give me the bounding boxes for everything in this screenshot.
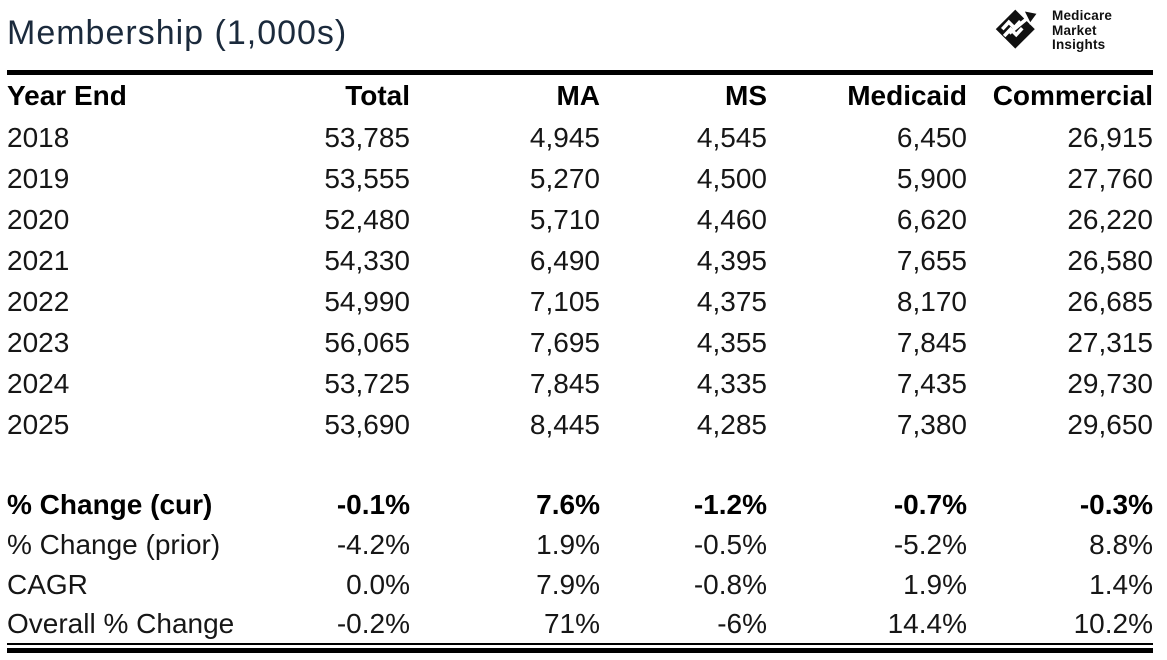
table-header [7, 75, 1153, 117]
year-data-row [7, 363, 1153, 404]
value-cell: 53,555 [324, 162, 410, 194]
value-cell: 7,695 [529, 326, 600, 358]
row-label-cell: 2024 [7, 367, 70, 399]
value-cell: 5,270 [529, 162, 600, 194]
summary-row [7, 565, 1153, 605]
summary-row [7, 525, 1153, 565]
value-cell: -0.1% [336, 489, 410, 520]
logo-text-line-1: Medicare [1052, 8, 1113, 24]
header-year-end: Year End [7, 80, 127, 111]
value-cell: 29,650 [1067, 408, 1153, 440]
value-cell: 8.8% [1089, 529, 1153, 560]
value-cell: 5,710 [529, 203, 600, 235]
header-ma: MA [556, 80, 600, 111]
logo-wordmark [1052, 9, 1112, 52]
value-cell: -0.5% [693, 529, 767, 560]
value-cell: 54,330 [324, 244, 410, 276]
year-data-row [7, 199, 1153, 240]
year-data-row [7, 158, 1153, 199]
value-cell: 7,105 [529, 285, 600, 317]
value-cell: 7,845 [896, 326, 967, 358]
row-label-cell: 2025 [7, 408, 70, 440]
row-label-cell: 2018 [7, 121, 70, 153]
value-cell: 1.4% [1089, 569, 1153, 600]
value-cell: 4,375 [696, 285, 767, 317]
value-cell: -0.3% [1079, 489, 1153, 520]
logo-text-line-3: Insights [1052, 37, 1106, 53]
year-data-row [7, 240, 1153, 281]
value-cell: 4,500 [696, 162, 767, 194]
year-data-row [7, 322, 1153, 363]
value-cell: 29,730 [1067, 367, 1153, 399]
value-cell: 53,725 [324, 367, 410, 399]
medicare-market-insights-logo-icon [993, 6, 1045, 56]
value-cell: 56,065 [324, 326, 410, 358]
table-header-row [7, 75, 1153, 117]
value-cell: 27,315 [1067, 326, 1153, 358]
value-cell: 10.2% [1073, 608, 1153, 639]
row-label-cell: CAGR [7, 569, 88, 600]
value-cell: -4.2% [336, 529, 410, 560]
row-label-cell: % Change (cur) [7, 489, 213, 520]
row-label-cell: 2020 [7, 203, 70, 235]
membership-table [7, 70, 1153, 653]
value-cell: 4,285 [696, 408, 767, 440]
value-cell: 1.9% [903, 569, 967, 600]
brand-logo [993, 6, 1112, 56]
row-label-cell: 2021 [7, 244, 70, 276]
value-cell: 7,435 [896, 367, 967, 399]
summary-row [7, 605, 1153, 645]
value-cell: 4,395 [696, 244, 767, 276]
year-data-row [7, 117, 1153, 158]
value-cell: 5,900 [896, 162, 967, 194]
logo-text-line-2: Market [1052, 22, 1097, 38]
header-commercial: Commercial [992, 80, 1153, 111]
value-cell: -1.2% [693, 489, 767, 520]
value-cell: -5.2% [893, 529, 967, 560]
value-cell: 6,450 [896, 121, 967, 153]
value-cell: 4,355 [696, 326, 767, 358]
value-cell: 27,760 [1067, 162, 1153, 194]
value-cell: 7,845 [529, 367, 600, 399]
value-cell: 1.9% [536, 529, 600, 560]
row-label-cell: Overall % Change [7, 608, 235, 639]
page-title: Membership (1,000s) [7, 14, 348, 52]
value-cell: 8,170 [896, 285, 967, 317]
value-cell: 4,545 [696, 121, 767, 153]
value-cell: 54,990 [324, 285, 410, 317]
value-cell: 71% [543, 608, 600, 639]
value-cell: 26,220 [1067, 203, 1153, 235]
value-cell: 14.4% [887, 608, 967, 639]
table-summary [7, 485, 1153, 645]
value-cell: 0.0% [346, 569, 410, 600]
year-data-row [7, 404, 1153, 445]
header-total: Total [345, 80, 410, 111]
value-cell: -0.8% [693, 569, 767, 600]
value-cell: 26,685 [1067, 285, 1153, 317]
year-data-row [7, 281, 1153, 322]
value-cell: 8,445 [529, 408, 600, 440]
table-spacer [7, 445, 1153, 485]
value-cell: -0.2% [336, 608, 410, 639]
row-label-cell: 2022 [7, 285, 70, 317]
value-cell: -6% [717, 608, 767, 639]
row-label-cell: 2023 [7, 326, 70, 358]
value-cell: 7.9% [536, 569, 600, 600]
table-body [7, 117, 1153, 445]
value-cell: 6,620 [896, 203, 967, 235]
value-cell: 26,580 [1067, 244, 1153, 276]
value-cell: 7,380 [896, 408, 967, 440]
header-medicaid: Medicaid [847, 80, 967, 111]
row-label-cell: 2019 [7, 162, 70, 194]
value-cell: 53,785 [324, 121, 410, 153]
header-ms: MS [725, 80, 767, 111]
value-cell: 26,915 [1067, 121, 1153, 153]
value-cell: 7.6% [536, 489, 600, 520]
value-cell: 4,335 [696, 367, 767, 399]
value-cell: 4,460 [696, 203, 767, 235]
row-label-cell: % Change (prior) [7, 529, 221, 560]
value-cell: 7,655 [896, 244, 967, 276]
value-cell: 52,480 [324, 203, 410, 235]
value-cell: 4,945 [529, 121, 600, 153]
value-cell: 53,690 [324, 408, 410, 440]
value-cell: 6,490 [529, 244, 600, 276]
table-bottom-rule [7, 648, 1153, 653]
value-cell: -0.7% [893, 489, 967, 520]
summary-row [7, 485, 1153, 525]
